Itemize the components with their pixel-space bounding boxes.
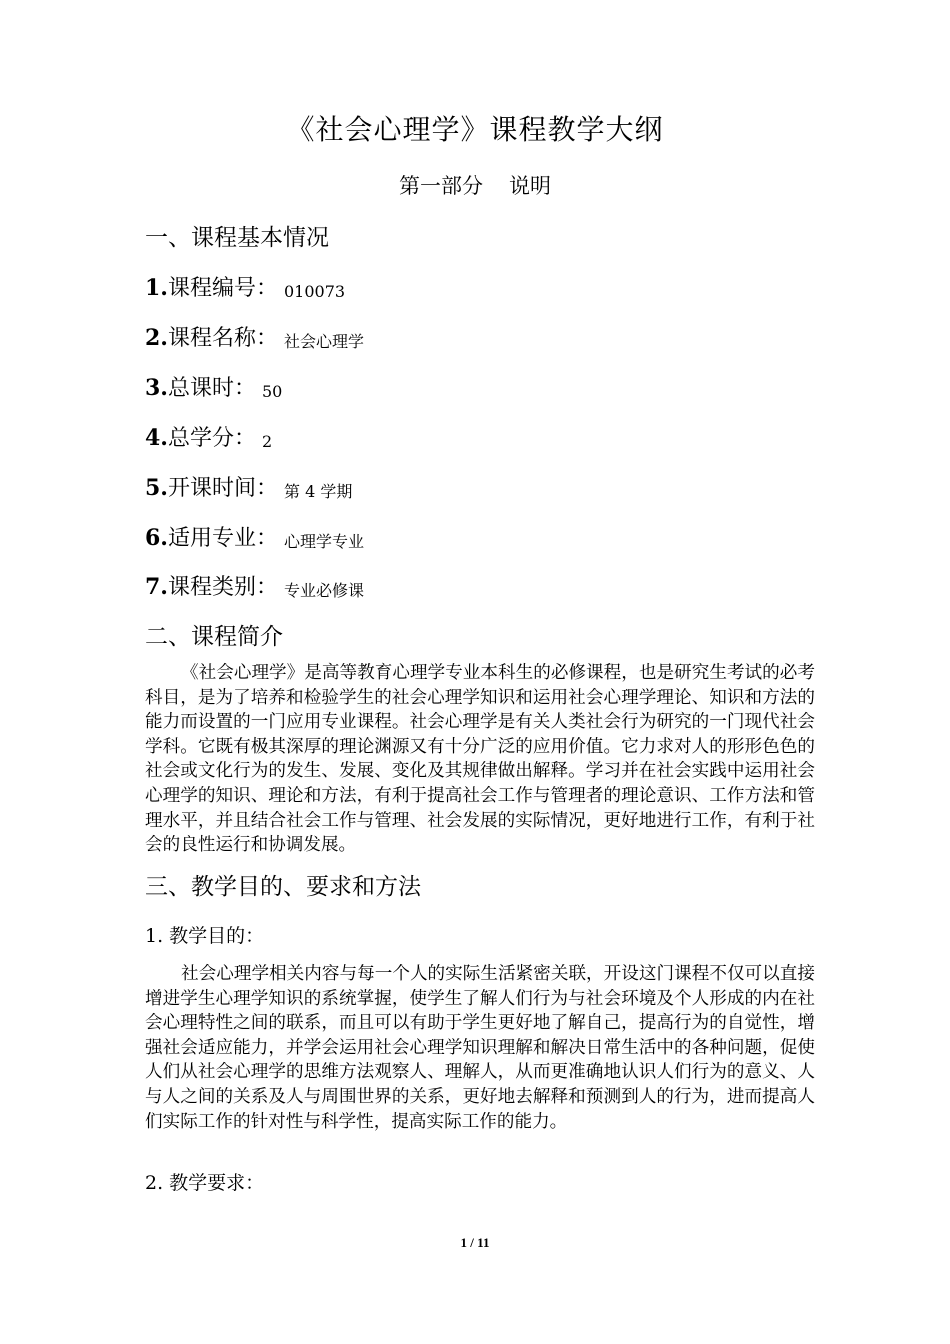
course-intro-paragraph: 《社会心理学》是高等教育心理学专业本科生的必修课程，也是研究生考试的必考科目，是为了培养和检验学生的社会心理学知识和运用社会心理学理论、知识和方法的能力而设置的一门应用专业课程。社会心理学是有关人类社会行为研究的一门现代社会学科。它既有极其深厚的理论渊源又有十分广泛的应用价值。它力求对人的形形色色的社会或文化行为的发生、发展、变化及其规律做出解释。学习并在社会实践中运用社会心理学的知识、理论和方法，有利于提高社会工作与管理者的理论意识、工作方法和管理水平，并且结合社会工作与管理、社会发展的实际情况，更好地进行工作，有利于社会的良性运行和协调发展。 <box>145 663 815 856</box>
info-num: 3. <box>145 375 168 401</box>
document-title: 《社会心理学》课程教学大纲 <box>286 113 664 146</box>
info-num: 2. <box>145 325 168 351</box>
info-value: 第 4 学期 <box>283 482 353 501</box>
info-label: 课程类别： <box>167 575 278 600</box>
info-row-total-hours <box>145 371 282 402</box>
info-row-course-name <box>145 321 364 352</box>
info-value: 心理学专业 <box>283 532 364 551</box>
info-row-term <box>145 471 352 502</box>
info-num: 4. <box>145 425 168 451</box>
info-label: 总学分： <box>167 426 256 451</box>
info-row-category <box>145 570 364 601</box>
part-heading <box>0 170 950 200</box>
part-label: 第一部分 <box>399 174 483 198</box>
info-label: 适用专业： <box>167 526 278 551</box>
info-label: 总课时： <box>167 376 256 401</box>
teaching-requirements-heading: 2. 教学要求： <box>145 1172 265 1194</box>
part-name: 说明 <box>509 174 551 198</box>
section2-heading: 二、课程简介 <box>145 624 283 650</box>
info-num: 7. <box>145 574 168 600</box>
info-value: 50 <box>261 382 283 401</box>
info-value: 2 <box>261 432 273 451</box>
info-label: 课程名称： <box>167 326 278 351</box>
info-row-course-code <box>145 271 345 302</box>
info-row-major <box>145 521 364 552</box>
info-row-total-credits <box>145 421 272 452</box>
info-value: 专业必修课 <box>283 581 364 600</box>
info-label: 开课时间： <box>167 476 278 501</box>
section3-heading: 三、教学目的、要求和方法 <box>145 874 421 900</box>
info-label: 课程编号： <box>167 276 278 301</box>
page-number: 1 / 11 <box>460 1235 490 1250</box>
teaching-purpose-heading: 1. 教学目的： <box>145 925 265 947</box>
info-value: 010073 <box>283 282 346 301</box>
section1-heading: 一、课程基本情况 <box>145 225 329 251</box>
info-num: 5. <box>145 475 168 501</box>
info-num: 6. <box>145 525 168 551</box>
info-value: 社会心理学 <box>283 332 364 351</box>
info-num: 1. <box>145 275 168 301</box>
teaching-purpose-paragraph: 社会心理学相关内容与每一个人的实际生活紧密关联，开设这门课程不仅可以直接增进学生心理学知识的系统掌握，使学生了解人们行为与社会环境及个人形成的内在社会心理特性之间的联系，而且可以有助于学生更好地了解自己，提高行为的自觉性，增强社会适应能力，并学会运用社会心理学知识理解和解决日常生活中的各种问题，促使人们从社会心理学的思维方法观察人、理解人，从而更准确地认识人们行为的意义、人与人之间的关系及人与周围世界的关系，更好地去解释和预测到人的行为，进而提高人们实际工作的针对性与科学性，提高实际工作的能力。 <box>145 964 815 1132</box>
